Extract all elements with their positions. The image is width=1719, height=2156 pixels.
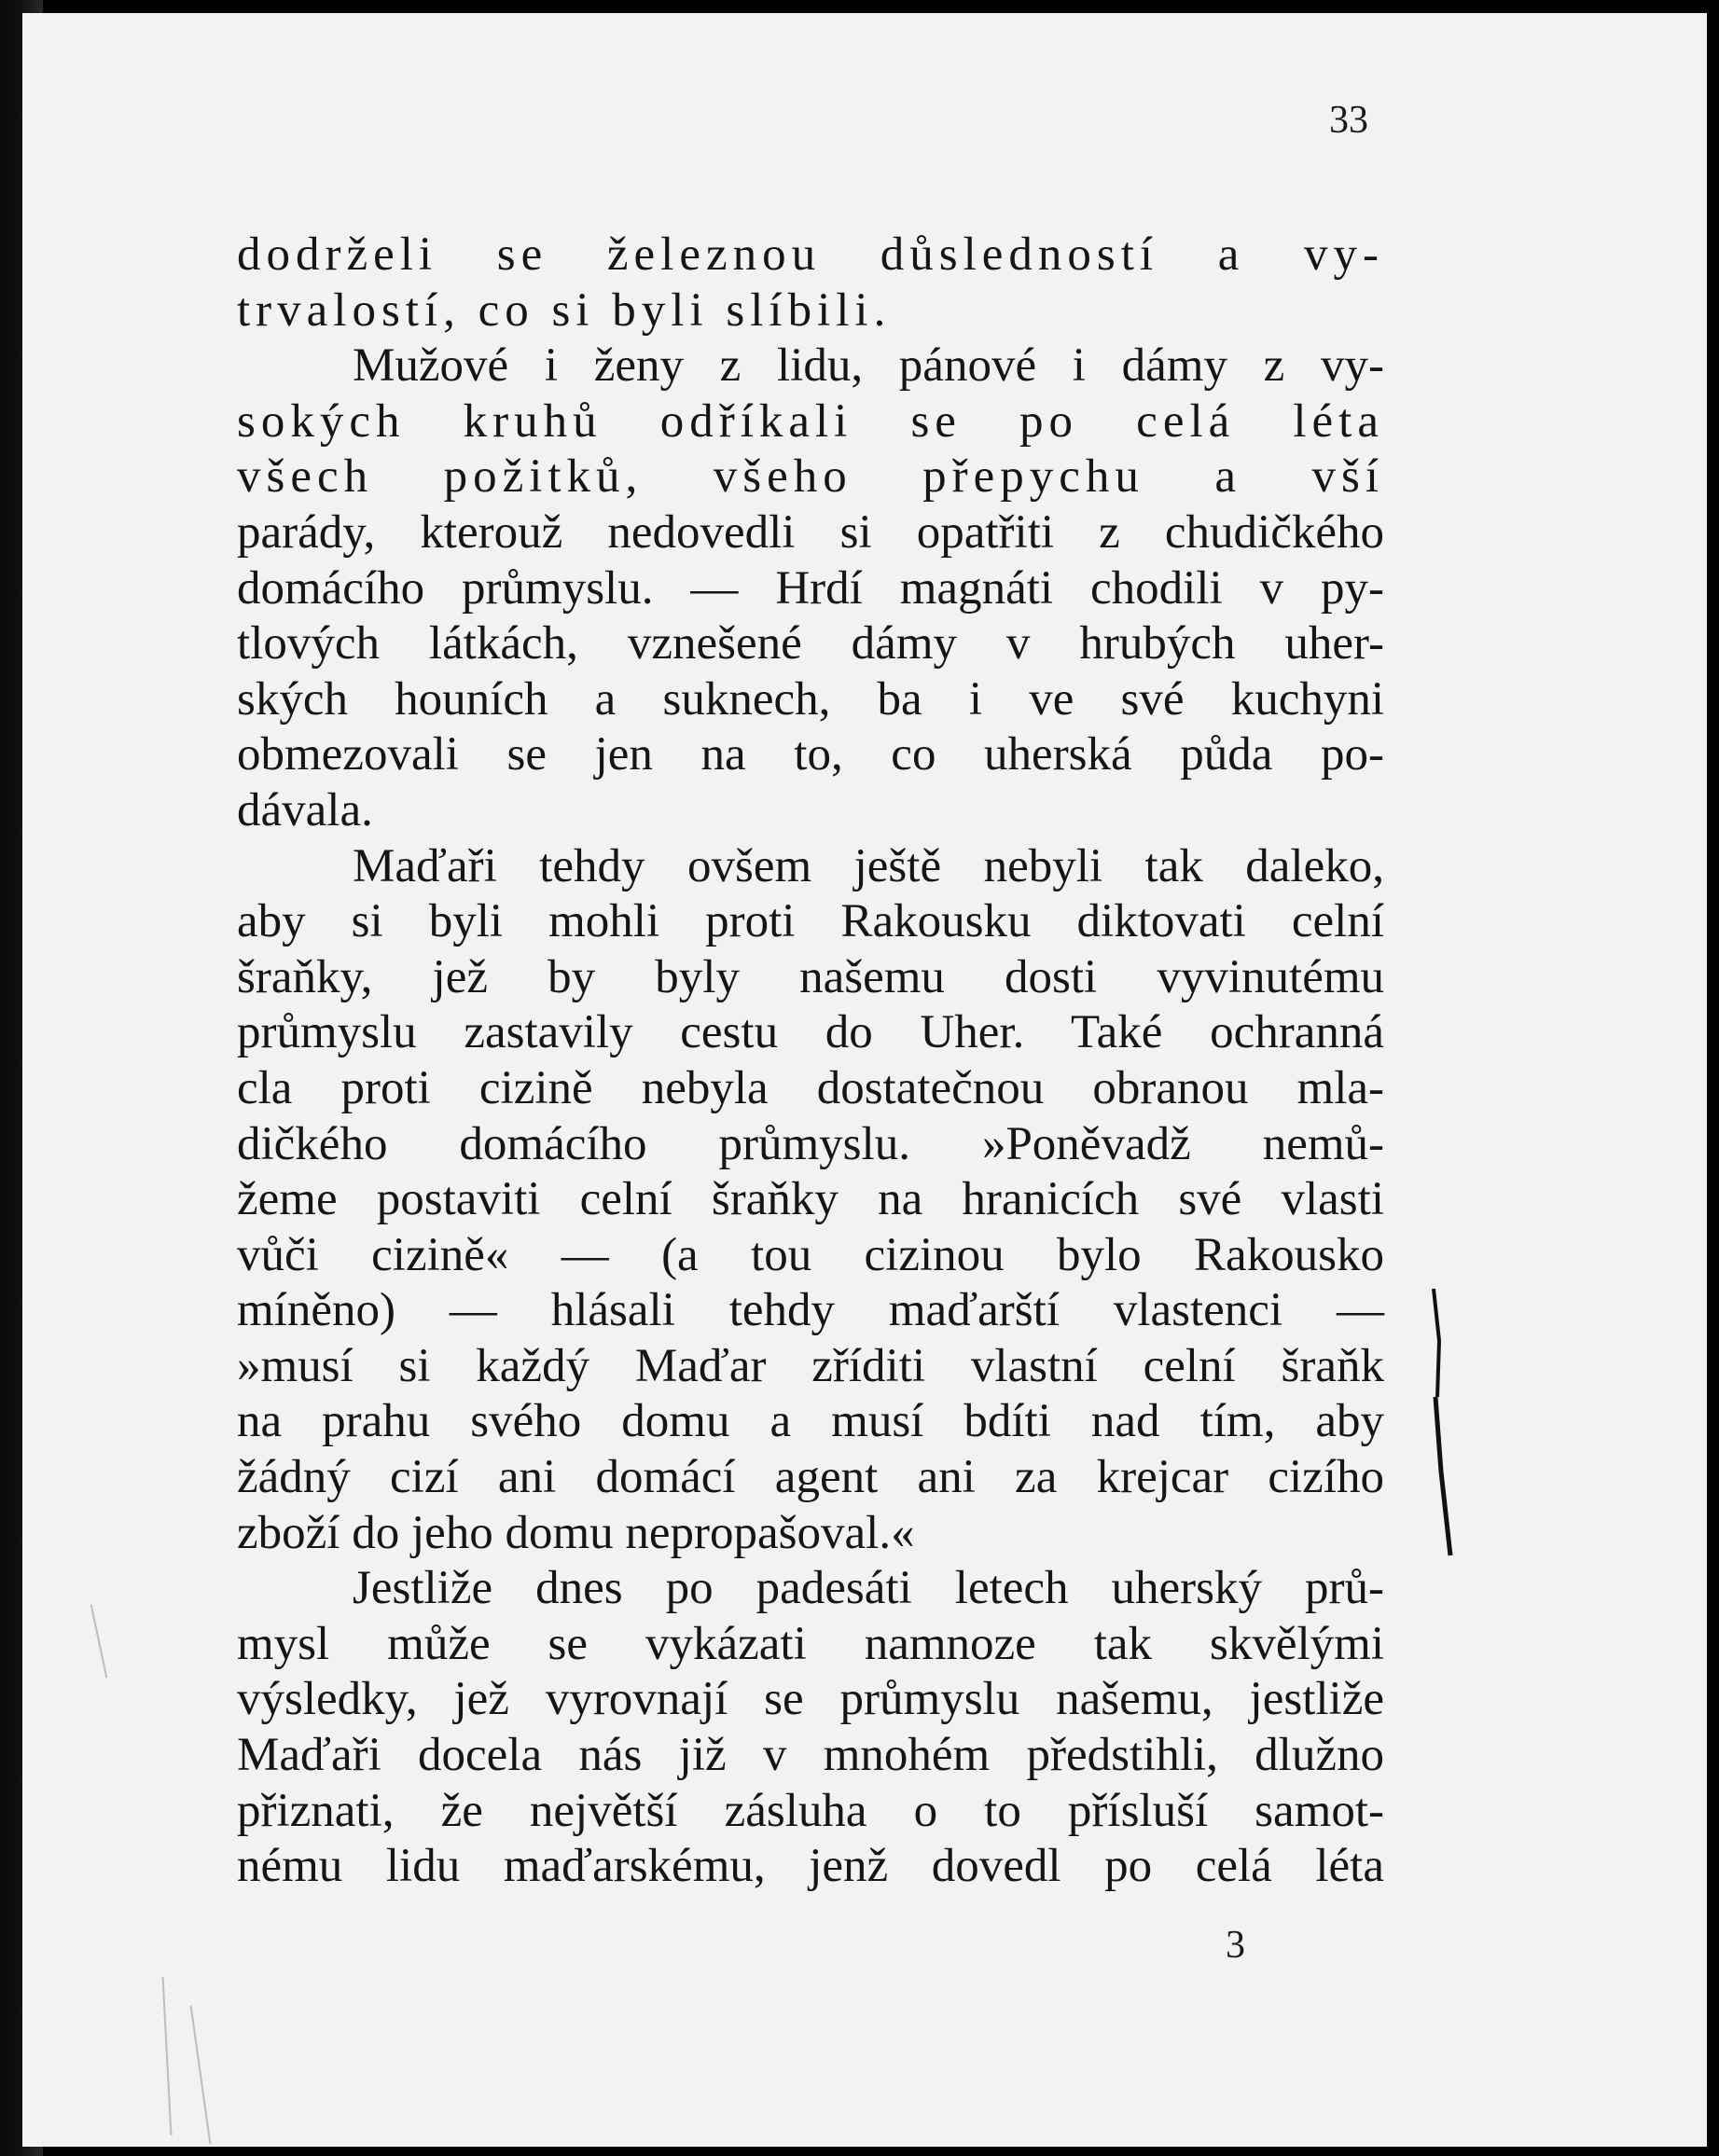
text-line-24: zboží do jeho domu nepropašoval.« [237,1506,915,1559]
text-line-4: sokých kruhů odříkali se po celá léta [237,394,1384,448]
text-line-12: Maďaři tehdy ovšem ještě nebyli tak daleko, [353,839,1384,892]
text-line-30: nému lidu maďarskému, jenž dovedl po celá léta [237,1840,1384,1893]
text-line-20: míněno) — hlásali tehdy maďarští vlastenci — [237,1284,1384,1337]
text-line-13: aby si byli mohli proti Rakousku diktovati celní [237,895,1384,948]
text-line-5: všech požitků, všeho přepychu a vší [237,450,1384,504]
text-line-16: cla proti cizině nebyla dostatečnou obranou mla- [237,1061,1384,1114]
text-line-22: na prahu svého domu a musí bdíti nad tím, aby [237,1395,1384,1448]
text-line-17: dičkého domácího průmyslu. »Poněvadž nemů- [237,1117,1384,1170]
text-line-1: dodrželi se železnou důsledností a vy- [237,228,1384,281]
text-line-15: průmyslu zastavily cestu do Uher. Také ochranná [237,1006,1384,1059]
text-line-11: dávala. [237,783,373,836]
text-line-28: Maďaři docela nás již v mnohém předstihli, dlužno [237,1729,1384,1782]
body-text [237,228,1384,1895]
text-line-2: trvalostí, co si byli slíbili. [237,283,892,337]
text-line-26: mysl může se vykázati namnoze tak skvělými [237,1617,1384,1670]
text-line-8: tlových látkách, vznešené dámy v hrubých uher- [237,617,1384,670]
text-line-25: Jestliže dnes po padesáti letech uherský prů- [353,1562,1384,1615]
text-line-29: přiznati, že největší zásluha o to přísluší samot- [237,1784,1384,1837]
page-number: 33 [1329,99,1368,142]
text-line-21: »musí si každý Maďar zříditi vlastní celní šraňk [237,1339,1384,1392]
text-line-27: výsledky, jež vyrovnají se průmyslu našemu, jestliže [237,1673,1384,1726]
text-line-19: vůči cizině« — (a tou cizinou bylo Rakousko [237,1228,1384,1281]
text-line-14: šraňky, jež by byly našemu dosti vyvinutému [237,950,1384,1003]
text-line-6: parády, kterouž nedovedli si opatřiti z chudičkého [237,505,1384,559]
text-line-18: žeme postaviti celní šraňky na hranicích své vlasti [237,1173,1384,1226]
margin-pencil-mark [1430,1285,1454,1561]
text-line-23: žádný cizí ani domácí agent ani za krejcar cizího [237,1451,1384,1504]
text-line-9: ských houních a suknech, ba i ve své kuchyni [237,672,1384,726]
text-line-10: obmezovali se jen na to, co uherská půda po- [237,728,1384,781]
signature-mark: 3 [1226,1924,1245,1967]
text-line-7: domácího průmyslu. — Hrdí magnáti chodili v py- [237,561,1384,615]
text-line-3: Mužové i ženy z lidu, pánové i dámy z vy- [353,339,1384,393]
